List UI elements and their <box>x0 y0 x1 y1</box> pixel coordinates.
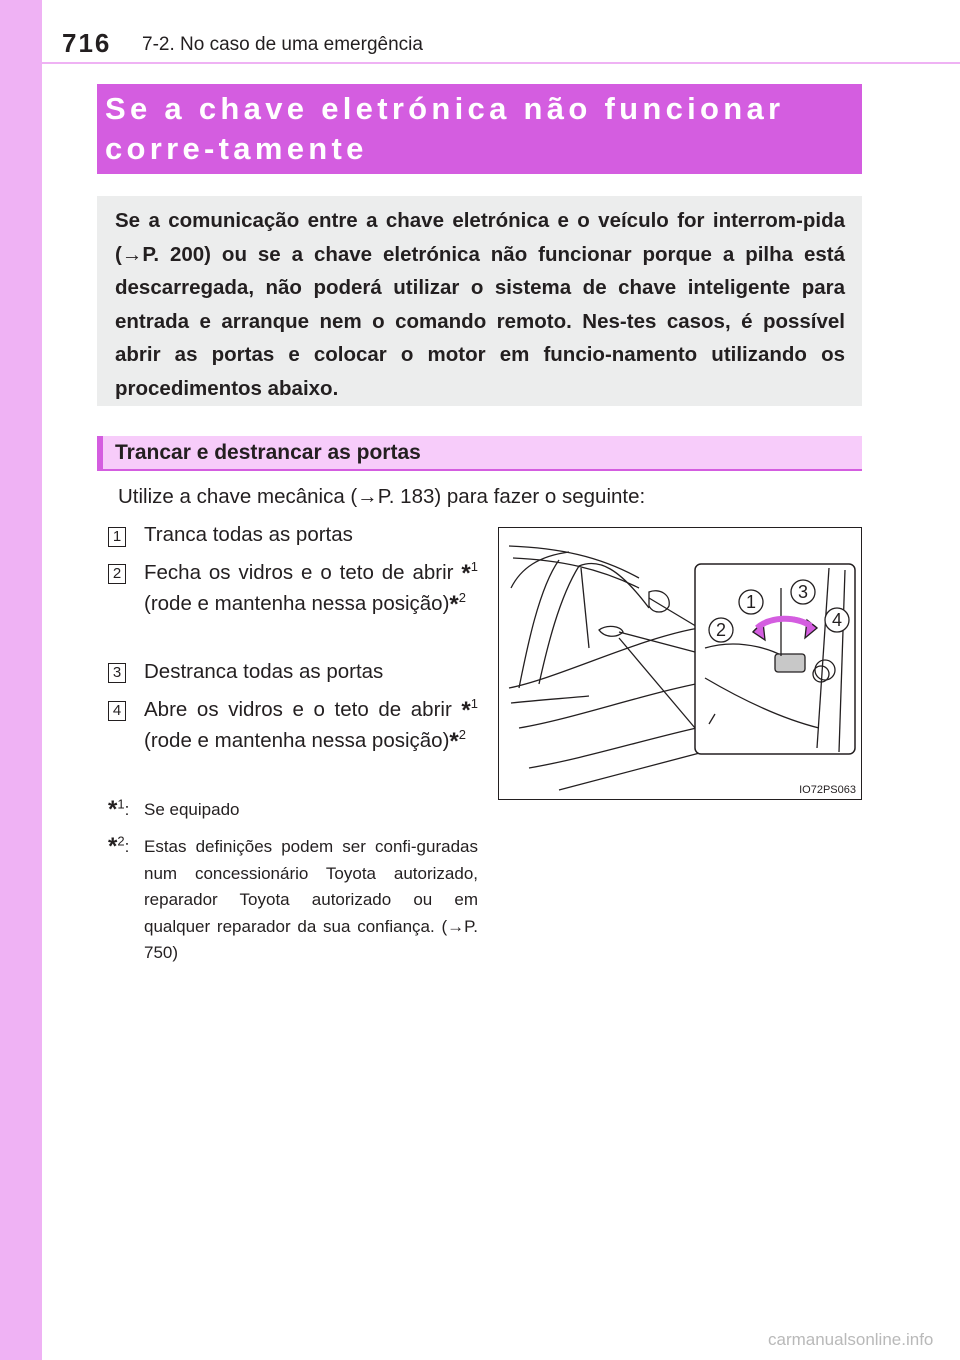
footnote-ref: 1 <box>470 696 478 712</box>
subsection-header <box>97 436 862 471</box>
step-2-text-end: (rode e mantenha nessa posição) <box>144 592 450 615</box>
callout-4: 4 <box>831 610 843 630</box>
step-text-3: Destranca todas as portas <box>144 660 384 683</box>
instruction-text: Utilize a chave mecânica (→P. 183) para fazer o seguinte: <box>118 485 646 508</box>
step-text-4 <box>144 694 478 756</box>
header-rule <box>42 62 960 64</box>
asterisk-mark: * <box>461 560 471 587</box>
callout-2: 2 <box>715 620 727 640</box>
asterisk-mark: * <box>461 697 471 724</box>
page-title: Se a chave eletrónica não funcionar corre-tamente <box>105 91 785 166</box>
car-door-drawing <box>499 528 860 798</box>
figure-code: IO72PS063 <box>799 784 856 796</box>
step-4-text-end: (rode e mantenha nessa posição) <box>144 729 450 752</box>
footnote-ref: 1 <box>470 559 478 575</box>
footnote-marker-1: *$^1$: <box>108 796 130 823</box>
key-door-illustration <box>498 527 862 800</box>
footnote-text-1: Se equipado <box>144 800 240 819</box>
section-header: 7-2. No caso de uma emergência <box>142 34 423 55</box>
step-2-text-start: Fecha os vidros e o teto de abrir <box>144 561 454 584</box>
title-banner <box>97 84 862 174</box>
footnote-ref: 2 <box>458 590 466 606</box>
step-text-1: Tranca todas as portas <box>144 523 353 546</box>
footnote-ref: 2 <box>458 727 466 743</box>
watermark: carmanualsonline.info <box>768 1330 934 1349</box>
step-number-1: 1 <box>108 527 126 547</box>
intro-box <box>97 196 862 406</box>
intro-text: Se a comunicação entre a chave eletrónica e o veículo for interrom-pida (→P. 200) ou se a chave eletrónica não funcionar porque a pilha está descarregada, não poderá utilizar o sistema de chave inteligente para entrada e arranque nem o comando remoto. Nes-tes casos, é possível abrir as portas e colocar o motor em funcio-namento utilizando os procedimentos abaixo. <box>115 209 845 400</box>
asterisk-mark: * <box>449 591 459 618</box>
callout-3: 3 <box>797 582 809 602</box>
step-number-2: 2 <box>108 564 126 584</box>
step-number-4: 4 <box>108 701 126 721</box>
subsection-title: Trancar e destrancar as portas <box>115 441 421 464</box>
side-tab-strip <box>0 0 42 1360</box>
asterisk-mark: * <box>449 728 459 755</box>
footnote-marker-2: *$^2$: <box>108 833 130 860</box>
page-number: 716 <box>62 28 112 58</box>
step-4-text-start: Abre os vidros e o teto de abrir <box>144 698 452 721</box>
callout-1: 1 <box>745 592 757 612</box>
footnote-text-2: Estas definições podem ser confi-guradas num concessionário Toyota autorizado, reparador Toyota autorizado ou em qualquer reparador da sua confiança. (→P. 750) <box>144 837 478 962</box>
step-text-2 <box>144 557 478 619</box>
step-number-3: 3 <box>108 663 126 683</box>
